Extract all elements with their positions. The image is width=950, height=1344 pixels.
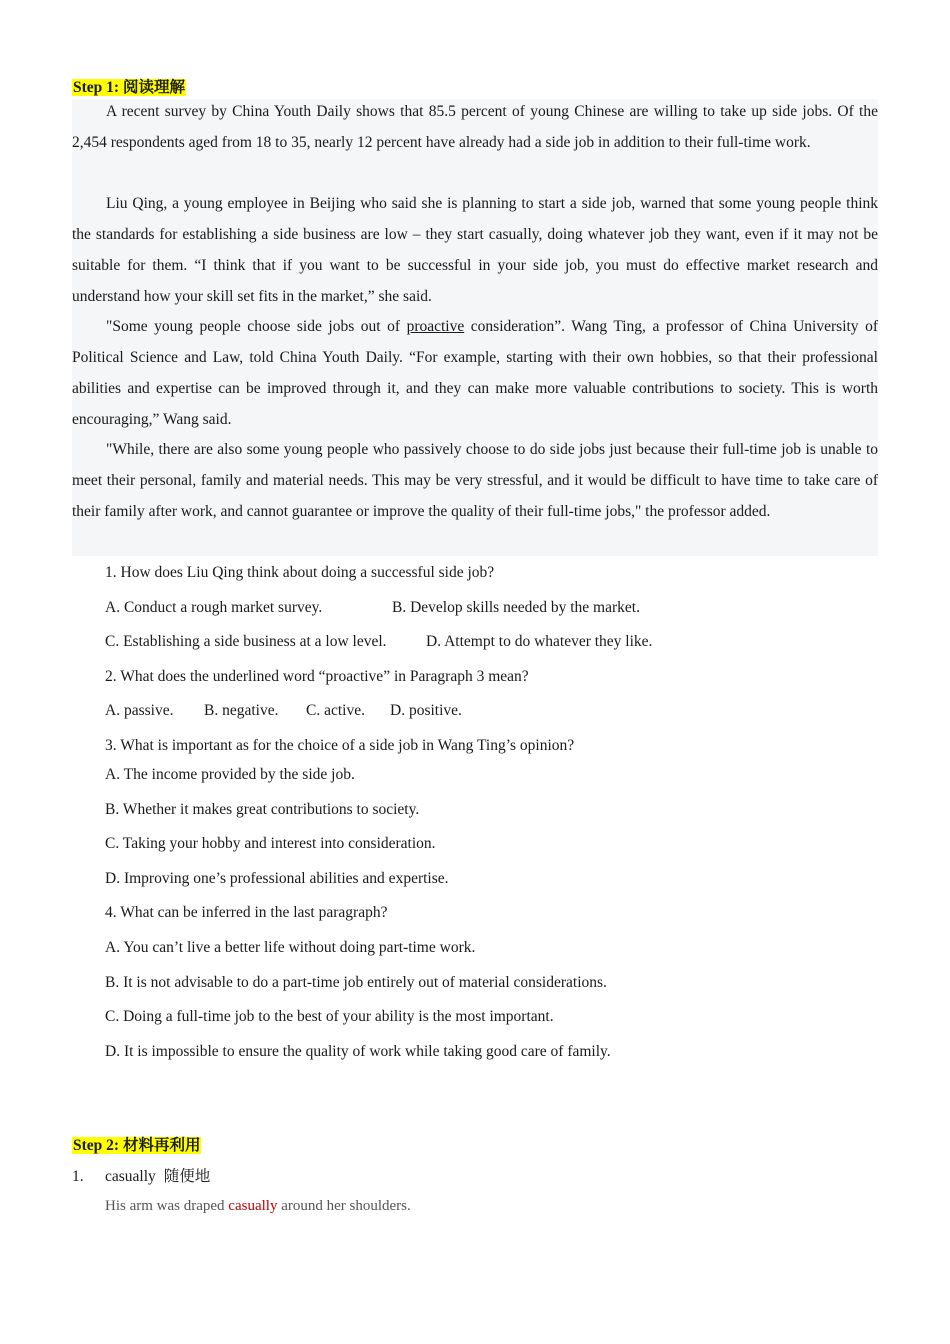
vocab-item-1 xyxy=(105,1167,210,1187)
question-3-option-a: A. The income provided by the side job. xyxy=(105,766,355,783)
passage-paragraph-3: "Some young people choose side jobs out of proactive consideration”. Wang Ting, a professor of China University of Political Science and Law, told China Youth Daily. “For example, starting with their own hobbies, so that their professional abilities and expertise can be improved through it, and they can make more valuable contributions to society. This is worth encouraging,” Wang said. xyxy=(72,318,878,428)
question-2-option-b: B. negative. xyxy=(204,702,279,719)
step2-heading: Step 2: 材料再利用 xyxy=(73,1137,201,1154)
question-4-option-a: A. You can’t live a better life without doing part-time work. xyxy=(105,939,476,956)
question-4-option-c: C. Doing a full-time job to the best of your ability is the most important. xyxy=(105,1008,554,1025)
passage-paragraph-2: Liu Qing, a young employee in Beijing who said she is planning to start a side job, warned that some young people think the standards for establishing a side business are low – they start casually, doing whatever job they want, even if it may not be suitable for them. “I think that if you want to be successful in your side job, you must do effective market research and understand how your skill set fits in the market,” she said. xyxy=(72,195,878,305)
question-1-stem: 1. How does Liu Qing think about doing a successful side job? xyxy=(105,564,495,581)
question-4-option-d: D. It is impossible to ensure the quality of work while taking good care of family. xyxy=(105,1043,611,1060)
question-2-option-d: D. positive. xyxy=(390,702,462,719)
question-2-option-a: A. passive. xyxy=(105,702,174,719)
vocab-meaning: 随便地 xyxy=(163,1168,211,1185)
question-2-stem: 2. What does the underlined word “proactive” in Paragraph 3 mean? xyxy=(105,668,529,685)
question-1-option-b: B. Develop skills needed by the market. xyxy=(392,599,640,616)
passage-paragraph-1: A recent survey by China Youth Daily shows that 85.5 percent of young Chinese are willing to take up side jobs. Of the 2,454 respondents aged from 18 to 35, nearly 12 percent have already had a side job in addition to their full-time work. xyxy=(72,103,878,151)
passage-paragraph-4: "While, there are also some young people who passively choose to do side jobs just because their full-time job is unable to meet their personal, family and material needs. This may be very stressful, and it would be difficult to have time to take care of their family after work, and cannot guarantee or improve the quality of their full-time jobs," the professor added. xyxy=(72,441,878,520)
underlined-word-proactive: proactive xyxy=(406,318,465,335)
step1-heading: Step 1: 阅读理解 xyxy=(73,79,185,96)
vocab-item-number: 1. xyxy=(72,1168,84,1185)
question-1-option-d: D. Attempt to do whatever they like. xyxy=(426,633,653,650)
question-4-stem: 4. What can be inferred in the last paragraph? xyxy=(105,904,388,921)
question-3-option-b: B. Whether it makes great contributions to society. xyxy=(105,801,420,818)
question-2-option-c: C. active. xyxy=(306,702,365,719)
question-3-stem: 3. What is important as for the choice of a side job in Wang Ting’s opinion? xyxy=(105,737,575,754)
question-1-option-c: C. Establishing a side business at a low level. xyxy=(105,633,387,650)
question-3-option-c: C. Taking your hobby and interest into consideration. xyxy=(105,835,436,852)
vocab-example-sentence: His arm was draped casually around her shoulders. xyxy=(105,1198,411,1214)
question-1-option-a: A. Conduct a rough market survey. xyxy=(105,599,323,616)
vocab-word: casually xyxy=(105,1168,156,1185)
question-3-option-d: D. Improving one’s professional abilities and expertise. xyxy=(105,870,449,887)
example-keyword: casually xyxy=(228,1198,278,1214)
question-4-option-b: B. It is not advisable to do a part-time job entirely out of material considerations. xyxy=(105,974,607,991)
